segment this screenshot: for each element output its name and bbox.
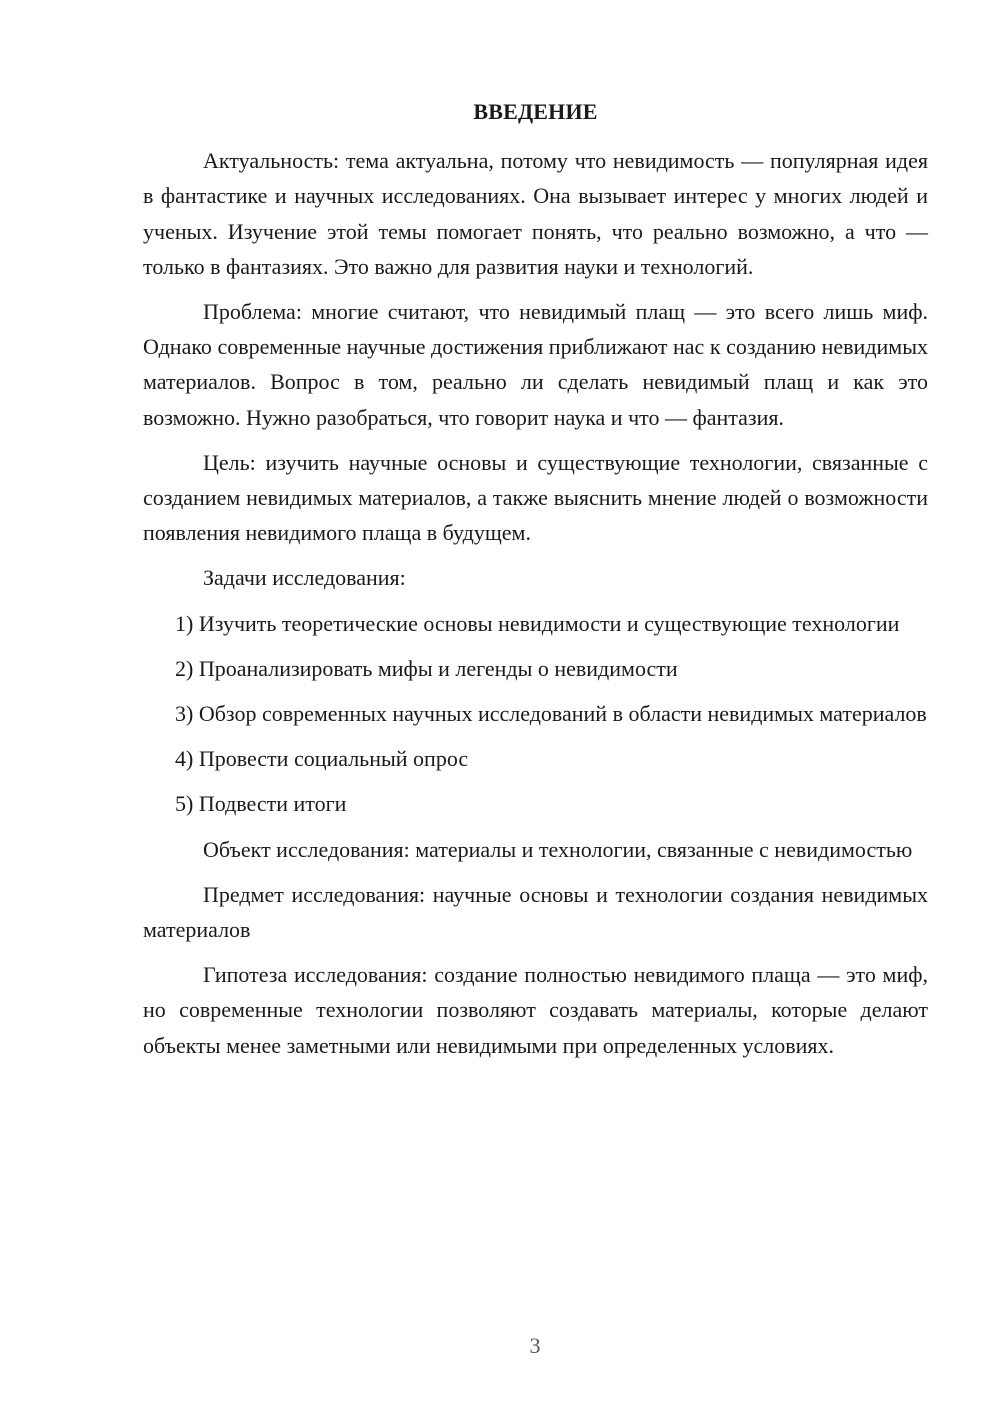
task-item-2: 2) Проанализировать мифы и легенды о невидимости <box>175 655 678 681</box>
goal-paragraph: Цель: изучить научные основы и существующие технологии, связанные с созданием невидимых материалов, а также выяснить мнение людей о возможности появления невидимого плаща в будущем. <box>143 449 928 546</box>
page-title: ВВЕДЕНИЕ <box>473 99 598 124</box>
document-page <box>143 94 928 1073</box>
problem-paragraph: Проблема: многие считают, что невидимый плащ — это всего лишь миф. Однако современные научные достижения приближают нас к созданию невидимых материалов. Вопрос в том, реально ли сделать невидимый плащ и как это возможно. Нужно разобраться, что говорит наука и что — фантазия. <box>143 299 928 430</box>
tasks-heading: Задачи исследования: <box>203 565 406 591</box>
object-paragraph: Объект исследования: материалы и технологии, связанные с невидимостью <box>203 836 913 862</box>
relevance-paragraph: Актуальность: тема актуальна, потому что невидимость — популярная идея в фантастике и научных исследованиях. Она вызывает интерес у многих людей и ученых. Изучение этой темы помогает понять, что реально возможно, а что — только в фантазиях. Это важно для развития науки и технологий. <box>143 148 928 279</box>
hypothesis-paragraph: Гипотеза исследования: создание полностью невидимого плаща — это миф, но современные технологии позволяют создавать материалы, которые делают объекты менее заметными или невидимыми при определенных условиях. <box>143 962 928 1058</box>
subject-paragraph: Предмет исследования: научные основы и технологии создания невидимых материалов <box>143 881 928 943</box>
task-item-3: 3) Обзор современных научных исследований в области невидимых материалов <box>175 701 927 727</box>
task-item-5: 5) Подвести итоги <box>175 791 347 817</box>
task-item-4: 4) Провести социальный опрос <box>175 746 469 772</box>
page-number: 3 <box>529 1333 541 1358</box>
task-item-1: 1) Изучить теоретические основы невидимости и существующие технологии <box>175 610 900 636</box>
